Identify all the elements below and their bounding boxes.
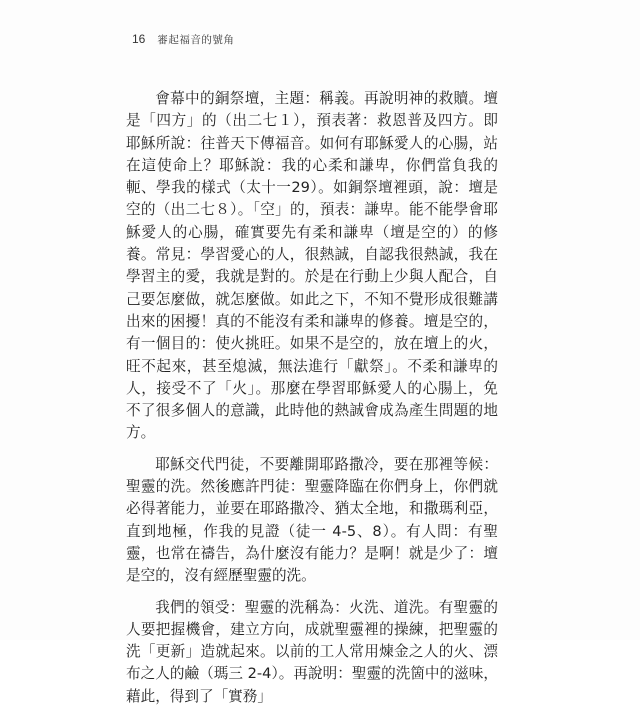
body-text	[126, 88, 498, 717]
paragraph-1: 會幕中的銅祭壇，主題：稱義。再說明神的救贖。壇是「四方」的（出二七１），預表著：救恩普及四方。即耶穌所說：往普天下傳福音。如何有耶穌愛人的心腸，站在這使命上？耶穌說：我的心柔和謙卑，你們當負我的軛、學我的樣式（太十一29）。如銅祭壇裡頭，說：壇是空的（出二七８）。「空」的，預表：謙卑。能不能學會耶穌愛人的心腸，確實要先有柔和謙卑（壇是空的）的修養。常見：學習愛心的人，很熱誠，自認我很熱誠，我在學習主的愛，我就是對的。於是在行動上少與人配合，自己要怎麼做，就怎麼做。如此之下，不知不覺形成很難講出來的困擾！真的不能沒有柔和謙卑的修養。壇是空的，有一個目的：使火挑旺。如果不是空的，放在壇上的火，旺不起來，甚至熄滅，無法進行「獻祭」。不柔和謙卑的人，接受不了「火」。那麼在學習耶穌愛人的心腸上，免不了很多個人的意識，此時他的熱誠會成為產生問題的地方。	[126, 90, 498, 442]
paragraph-2: 耶穌交代門徒，不要離開耶路撒冷，要在那裡等候：聖靈的洗。然後應許門徒：聖靈降臨在你們身上，你們就必得著能力，並要在耶路撒冷、猶太全地，和撒瑪利亞，直到地極，作我的見證（徒一 4-5、8）。有人問：有聖靈，也常在禱告，為什麼沒有能力？是啊！就是少了：壇是空的，沒有經歷聖靈的洗。	[126, 455, 498, 585]
paragraph-3: 我們的領受：聖靈的洗稱為：火洗、道洗。有聖靈的人要把握機會，建立方向，成就聖靈裡的操練，把聖靈的洗「更新」造就起來。以前的工人常用煉金之人的火、漂布之人的鹼（瑪三 2-4）。再說明：聖靈的洗箇中的滋味，藉此，得到了「實務」	[126, 598, 498, 705]
page-header	[132, 32, 234, 47]
running-title: 審起福音的號角	[157, 34, 235, 46]
page-number: 16	[132, 32, 146, 46]
